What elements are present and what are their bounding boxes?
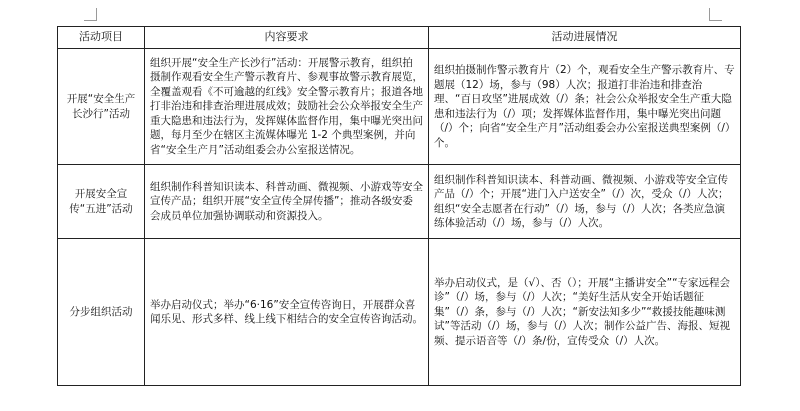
- header-content-requirements: 内容要求: [145, 27, 429, 49]
- table-row: [58, 49, 741, 165]
- progress-cell: 组织拍摄制作警示教育片（2）个，观看安全生产警示教育片、专题展（12）场，参与（98）人次；报道打非治违和排查治理、“百日攻坚”进展成效（/）条；社会公众举报安全生产重大隐患和违法行为（/）项；发挥媒体监督作用，集中曝光突出问题（/）个；向省“安全生产月”活动组委会办公室报送典型案例（/）个。: [429, 49, 741, 165]
- table-row: [58, 239, 741, 386]
- table-header-row: [58, 27, 741, 49]
- progress-cell: 组织制作科普知识读本、科普动画、微视频、小游戏等安全宣传产品（/）个；开展“进门入户送安全”（/）次，受众（/）人次；组织“安全志愿者在行动”（/）场，参与（/）人次；各类应急演练体验活动（/）场，参与（/）人次。: [429, 165, 741, 239]
- header-progress: 活动进展情况: [429, 27, 741, 49]
- requirement-cell: 组织开展“安全生产长沙行”活动：开展警示教育，组织拍摄制作观看安全生产警示教育片、参观事故警示教育展览，全覆盖观看《不可逾越的红线》安全警示教育片；报道各地打非治违和排查治理进展成效；鼓励社会公众举报安全生产重大隐患和违法行为，发挥媒体监督作用，集中曝光突出问题，每月至少在辖区主流媒体曝光 1-2 个典型案例，并向省“安全生产月”活动组委会办公室报送情况。: [145, 49, 429, 165]
- requirement-cell: 举办启动仪式；举办“6·16”安全宣传咨询日，开展群众喜闻乐见、形式多样、线上线下相结合的安全宣传咨询活动。: [145, 239, 429, 386]
- activity-name-cell: 开展安全宣传“五进”活动: [58, 165, 145, 239]
- header-activity-item: 活动项目: [58, 27, 145, 49]
- table-row: [58, 165, 741, 239]
- activity-name-cell: 开展“安全生产长沙行”活动: [58, 49, 145, 165]
- activity-table: [57, 26, 741, 386]
- requirement-cell: 组织制作科普知识读本、科普动画、微视频、小游戏等安全宣传产品；组织开展“安全宣传全屏传播”；推动各级安委会成员单位加强协调联动和资源投入。: [145, 165, 429, 239]
- progress-cell: 举办启动仪式，是（√）、否（）；开展“主播讲安全”“专家远程会诊”（/）场，参与（/）人次；“美好生活从安全开始话题征集”（/）条，参与（/）人次；“新安法知多少”“救援技能趣味测试”等活动（/）场，参与（/）人次；制作公益广告、海报、短视频、提示语音等（/）条/份，宣传受众（/）人次。: [429, 239, 741, 386]
- page-margin-mark-left: [84, 8, 97, 21]
- activity-name-cell: 分步组织活动: [58, 239, 145, 386]
- page-margin-mark-right: [709, 8, 722, 21]
